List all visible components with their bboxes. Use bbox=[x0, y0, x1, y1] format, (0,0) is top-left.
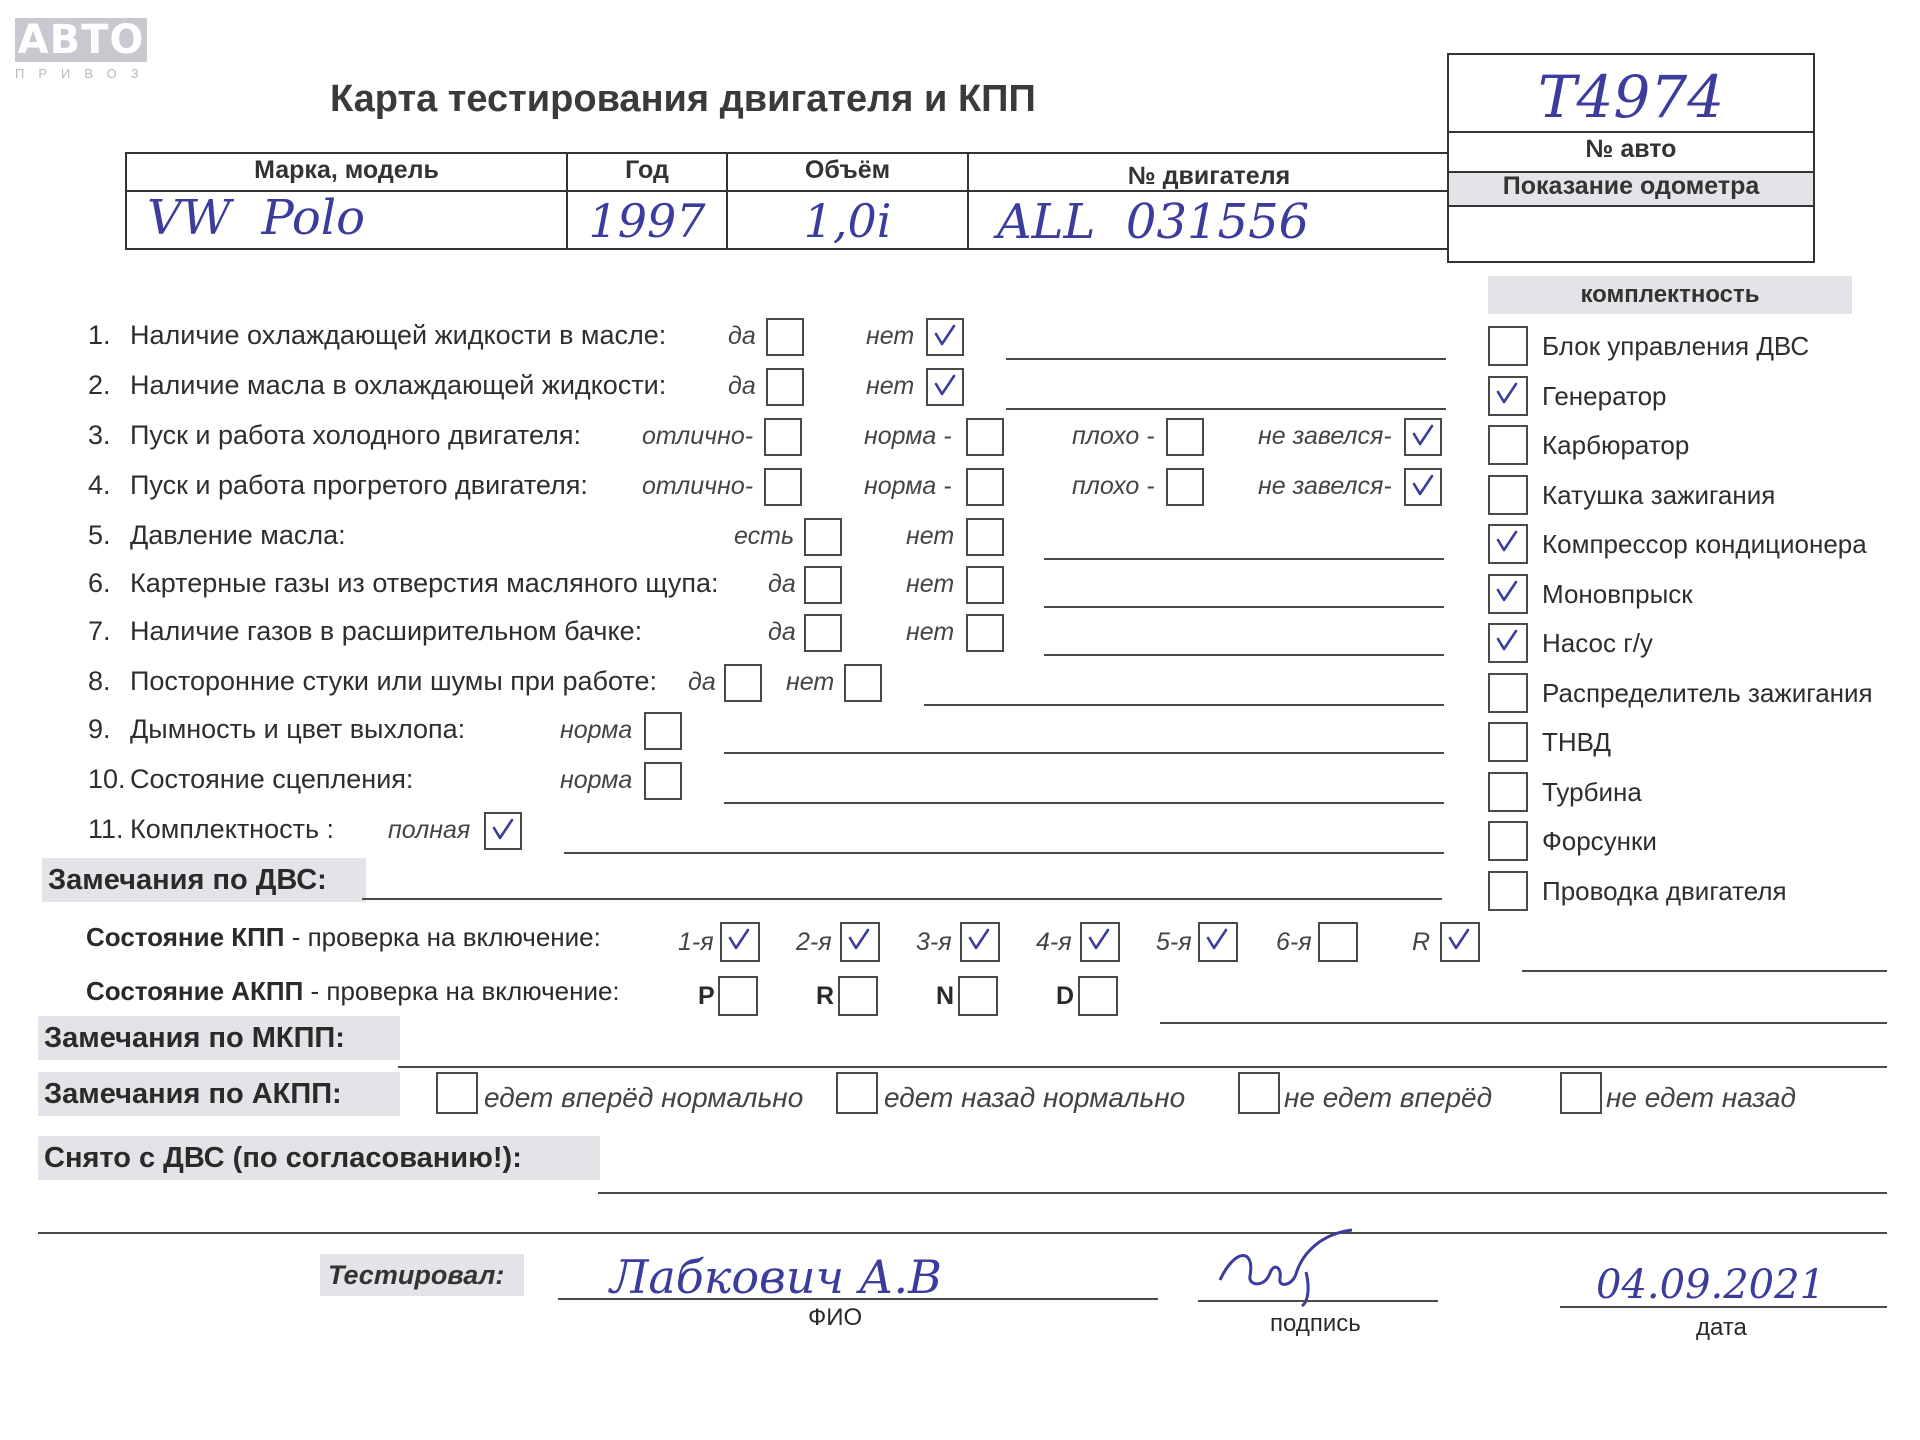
item-number: 3. bbox=[88, 420, 111, 450]
item-remark-line[interactable] bbox=[1044, 654, 1444, 656]
option-label: отлично- bbox=[642, 472, 754, 500]
completeness-checkbox[interactable] bbox=[1488, 524, 1528, 564]
item-remark-line[interactable] bbox=[1044, 558, 1444, 560]
option-label: норма bbox=[560, 766, 633, 794]
kpp-gear-checkbox[interactable] bbox=[1440, 922, 1480, 962]
brand-logo-sub: ПРИВОЗ bbox=[15, 66, 153, 81]
kpp-gear-checkbox[interactable] bbox=[840, 922, 880, 962]
checkmark-icon bbox=[848, 928, 866, 948]
akpp-remark-option-label: не едет вперёд bbox=[1284, 1082, 1493, 1113]
option-checkbox[interactable] bbox=[766, 368, 804, 406]
item-text: Наличие масла в охлаждающей жидкости: bbox=[130, 370, 667, 400]
checkmark-icon bbox=[1496, 530, 1514, 550]
date-caption: дата bbox=[1696, 1314, 1747, 1341]
item-number: 11. bbox=[88, 814, 124, 844]
kpp-gear-label: R bbox=[1412, 928, 1431, 956]
akpp-remark-checkbox[interactable] bbox=[1560, 1072, 1602, 1114]
signature-field[interactable] bbox=[1198, 1300, 1438, 1302]
tester-name-field[interactable] bbox=[558, 1298, 1158, 1300]
option-label: да bbox=[688, 668, 716, 696]
item-remark-line[interactable] bbox=[724, 802, 1444, 804]
option-checkbox[interactable] bbox=[1166, 468, 1204, 506]
engine-no-value: ALL 031556 bbox=[997, 194, 1310, 250]
checkmark-icon bbox=[1412, 424, 1430, 444]
removed-field[interactable] bbox=[598, 1192, 1887, 1194]
completeness-item-label: Проводка двигателя bbox=[1542, 875, 1787, 906]
auto-number-value: T4974 bbox=[1537, 63, 1725, 131]
checkmark-icon bbox=[728, 928, 746, 948]
option-checkbox[interactable] bbox=[724, 664, 762, 702]
akpp-remark-option-label: не едет назад bbox=[1606, 1082, 1796, 1113]
akpp-remark-option-label: едет назад нормально bbox=[884, 1082, 1186, 1113]
akpp-mode-checkbox[interactable] bbox=[1078, 976, 1118, 1016]
akpp-remark-checkbox[interactable] bbox=[436, 1072, 478, 1114]
item-text: Наличие охлаждающей жидкости в масле: bbox=[130, 320, 667, 350]
remarks-mkpp-field[interactable] bbox=[398, 1066, 1887, 1068]
completeness-checkbox[interactable] bbox=[1488, 623, 1528, 663]
item-number: 6. bbox=[88, 568, 111, 598]
remarks-dvs-label: Замечания по ДВС: bbox=[42, 858, 366, 902]
option-checkbox[interactable] bbox=[804, 518, 842, 556]
item-remark-line[interactable] bbox=[1006, 408, 1446, 410]
checkmark-icon bbox=[1496, 382, 1514, 402]
tester-name-caption: ФИО bbox=[808, 1304, 863, 1331]
akpp-mode-checkbox[interactable] bbox=[958, 976, 998, 1016]
item-text: Наличие газов в расширительном бачке: bbox=[130, 616, 643, 646]
completeness-checkbox[interactable] bbox=[1488, 821, 1528, 861]
option-label: есть bbox=[734, 522, 795, 550]
completeness-item-label: Компрессор кондиционера bbox=[1542, 529, 1867, 559]
checkmark-icon bbox=[1412, 474, 1430, 494]
completeness-item-label: Карбюратор bbox=[1542, 430, 1690, 460]
akpp-mode-label: R bbox=[816, 982, 835, 1010]
kpp-label-bold: Состояние КПП bbox=[86, 922, 285, 952]
item-remark-line[interactable] bbox=[564, 852, 1444, 854]
remarks-akpp-label: Замечания по АКПП: bbox=[38, 1072, 400, 1116]
akpp-label bbox=[86, 976, 620, 1007]
option-checkbox[interactable] bbox=[644, 762, 682, 800]
item-text: Пуск и работа холодного двигателя: bbox=[130, 420, 581, 450]
akpp-remark-checkbox[interactable] bbox=[1238, 1072, 1280, 1114]
item-remark-line[interactable] bbox=[1044, 606, 1444, 608]
completeness-item-label: Моновпрыск bbox=[1542, 578, 1693, 609]
item-text: Дымность и цвет выхлопа: bbox=[130, 714, 466, 744]
option-label: да bbox=[768, 618, 796, 646]
option-label: норма - bbox=[864, 422, 952, 450]
brand-logo: АВТО bbox=[15, 18, 147, 62]
option-label: да bbox=[768, 570, 796, 598]
item-text: Комплектность : bbox=[130, 814, 335, 844]
volume-value: 1,0i bbox=[803, 194, 892, 248]
akpp-label-bold: Состояние АКПП bbox=[86, 976, 304, 1006]
date-field[interactable] bbox=[1560, 1306, 1887, 1308]
option-checkbox[interactable] bbox=[1166, 418, 1204, 456]
option-checkbox[interactable] bbox=[926, 368, 964, 406]
completeness-item-label: Блок управления ДВС bbox=[1542, 331, 1810, 361]
odometer-value-field[interactable] bbox=[1449, 207, 1813, 261]
vehicle-table bbox=[125, 152, 1449, 250]
item-text: Картерные газы из отверстия масляного щупа: bbox=[130, 568, 719, 598]
item-number: 4. bbox=[88, 470, 111, 500]
option-label: норма - bbox=[864, 472, 952, 500]
akpp-mode-label: D bbox=[1056, 982, 1075, 1010]
kpp-label-rest: - проверка на включение: bbox=[284, 922, 601, 952]
completeness-checkbox[interactable] bbox=[1488, 574, 1528, 614]
checkmark-icon bbox=[1088, 928, 1106, 948]
akpp-mode-checkbox[interactable] bbox=[838, 976, 878, 1016]
checkmark-icon bbox=[1496, 629, 1514, 649]
akpp-remark-line[interactable] bbox=[1160, 1022, 1887, 1024]
signature-caption: подпись bbox=[1270, 1310, 1361, 1337]
tested-label: Тестировал: bbox=[320, 1254, 524, 1296]
option-label: нет bbox=[786, 668, 835, 696]
item-text: Состояние сцепления: bbox=[130, 764, 414, 794]
item-text: Давление масла: bbox=[130, 520, 346, 550]
option-checkbox[interactable] bbox=[966, 468, 1004, 506]
checkmark-icon bbox=[934, 324, 952, 344]
completeness-item-label: Генератор bbox=[1542, 380, 1667, 411]
option-checkbox[interactable] bbox=[1404, 468, 1442, 506]
option-checkbox[interactable] bbox=[926, 318, 964, 356]
checkmark-icon bbox=[968, 928, 986, 948]
checkmark-icon bbox=[1448, 928, 1466, 948]
kpp-gear-label: 4-я bbox=[1036, 928, 1072, 956]
option-label: да bbox=[728, 322, 756, 350]
option-label: да bbox=[728, 372, 756, 400]
option-label: нет bbox=[906, 570, 955, 598]
odometer-label: Показание одометра bbox=[1502, 172, 1760, 200]
checkmark-icon bbox=[1496, 580, 1514, 600]
tester-name-value: Лабкович А.В bbox=[610, 1250, 942, 1304]
kpp-gear-label: 6-я bbox=[1276, 928, 1312, 956]
kpp-label bbox=[86, 922, 601, 953]
signature bbox=[1210, 1228, 1370, 1308]
option-checkbox[interactable] bbox=[804, 566, 842, 604]
item-number: 2. bbox=[88, 370, 111, 400]
option-label: нет bbox=[866, 372, 915, 400]
kpp-gear-checkbox[interactable] bbox=[1318, 922, 1358, 962]
completeness-checkbox[interactable] bbox=[1488, 722, 1528, 762]
auto-number-label: № авто bbox=[1585, 135, 1677, 163]
completeness-checkbox[interactable] bbox=[1488, 871, 1528, 911]
remarks-dvs-field[interactable] bbox=[362, 898, 1442, 900]
completeness-checkbox[interactable] bbox=[1488, 772, 1528, 812]
completeness-checkbox[interactable] bbox=[1488, 376, 1528, 416]
removed-field-2[interactable] bbox=[38, 1232, 1887, 1234]
page-title: Карта тестирования двигателя и КПП bbox=[330, 78, 1036, 120]
col-engine-no-header: № двигателя bbox=[1127, 162, 1291, 190]
item-number: 5. bbox=[88, 520, 111, 550]
option-label: полная bbox=[388, 816, 471, 844]
completeness-checkbox[interactable] bbox=[1488, 425, 1528, 465]
kpp-gear-label: 3-я bbox=[916, 928, 952, 956]
auto-number-box bbox=[1447, 53, 1815, 263]
option-checkbox[interactable] bbox=[644, 712, 682, 750]
col-make-model-header: Марка, модель bbox=[254, 156, 439, 184]
kpp-gear-checkbox[interactable] bbox=[720, 922, 760, 962]
completeness-item-label: ТНВД bbox=[1542, 727, 1612, 757]
completeness-title: комплектность bbox=[1488, 276, 1852, 314]
checkmark-icon bbox=[492, 818, 510, 838]
option-checkbox[interactable] bbox=[764, 468, 802, 506]
option-checkbox[interactable] bbox=[766, 318, 804, 356]
completeness-item-label: Насос г/у bbox=[1542, 628, 1653, 658]
item-number: 1. bbox=[88, 320, 111, 350]
item-text: Пуск и работа прогретого двигателя: bbox=[130, 470, 588, 500]
option-label: нет bbox=[906, 522, 955, 550]
option-checkbox[interactable] bbox=[764, 418, 802, 456]
kpp-gear-checkbox[interactable] bbox=[960, 922, 1000, 962]
item-number: 7. bbox=[88, 616, 111, 646]
kpp-gear-label: 5-я bbox=[1156, 928, 1192, 956]
kpp-remark-line[interactable] bbox=[1522, 970, 1887, 972]
year-value: 1997 bbox=[588, 194, 706, 248]
item-remark-line[interactable] bbox=[1006, 358, 1446, 360]
completeness-item-label: Катушка зажигания bbox=[1542, 479, 1776, 510]
kpp-gear-label: 2-я bbox=[796, 928, 832, 956]
kpp-gear-checkbox[interactable] bbox=[1080, 922, 1120, 962]
option-label: нет bbox=[906, 618, 955, 646]
akpp-mode-label: P bbox=[698, 982, 715, 1010]
akpp-mode-label: N bbox=[936, 982, 955, 1010]
option-label: отлично- bbox=[642, 422, 754, 450]
option-checkbox[interactable] bbox=[966, 614, 1004, 652]
item-remark-line[interactable] bbox=[724, 752, 1444, 754]
akpp-label-rest: - проверка на включение: bbox=[303, 976, 620, 1006]
kpp-gear-label: 1-я bbox=[678, 928, 714, 956]
option-label: норма bbox=[560, 716, 633, 744]
item-number: 8. bbox=[88, 666, 111, 696]
option-checkbox[interactable] bbox=[966, 566, 1004, 604]
option-checkbox[interactable] bbox=[966, 518, 1004, 556]
option-label: нет bbox=[866, 322, 915, 350]
option-checkbox[interactable] bbox=[844, 664, 882, 702]
akpp-mode-checkbox[interactable] bbox=[718, 976, 758, 1016]
option-label: не завелся- bbox=[1258, 472, 1392, 500]
completeness-checkbox[interactable] bbox=[1488, 326, 1528, 366]
option-label: не завелся- bbox=[1258, 422, 1392, 450]
kpp-gear-checkbox[interactable] bbox=[1198, 922, 1238, 962]
remarks-mkpp-label: Замечания по МКПП: bbox=[38, 1016, 400, 1060]
completeness-item-label: Форсунки bbox=[1542, 826, 1657, 856]
item-number: 10. bbox=[88, 764, 126, 794]
item-number: 9. bbox=[88, 714, 111, 744]
option-label: плохо - bbox=[1072, 472, 1155, 500]
completeness-checkbox[interactable] bbox=[1488, 475, 1528, 515]
col-volume-header: Объём bbox=[804, 156, 891, 184]
removed-label: Снято с ДВС (по согласованию!): bbox=[38, 1136, 600, 1180]
completeness-checkbox[interactable] bbox=[1488, 673, 1528, 713]
item-remark-line[interactable] bbox=[924, 704, 1444, 706]
akpp-remark-option-label: едет вперёд нормально bbox=[484, 1082, 804, 1113]
option-checkbox[interactable] bbox=[966, 418, 1004, 456]
option-label: плохо - bbox=[1072, 422, 1155, 450]
completeness-item-label: Турбина bbox=[1542, 776, 1642, 807]
checkmark-icon bbox=[1206, 928, 1224, 948]
make-model-value: VW Polo bbox=[147, 190, 366, 246]
col-year-header: Год bbox=[625, 156, 669, 184]
completeness-item-label: Распределитель зажигания bbox=[1542, 677, 1873, 708]
checkmark-icon bbox=[934, 374, 952, 394]
date-value: 04.09.2021 bbox=[1596, 1262, 1826, 1308]
option-checkbox[interactable] bbox=[804, 614, 842, 652]
option-checkbox[interactable] bbox=[484, 812, 522, 850]
akpp-remark-checkbox[interactable] bbox=[836, 1072, 878, 1114]
option-checkbox[interactable] bbox=[1404, 418, 1442, 456]
item-text: Посторонние стуки или шумы при работе: bbox=[130, 666, 657, 696]
